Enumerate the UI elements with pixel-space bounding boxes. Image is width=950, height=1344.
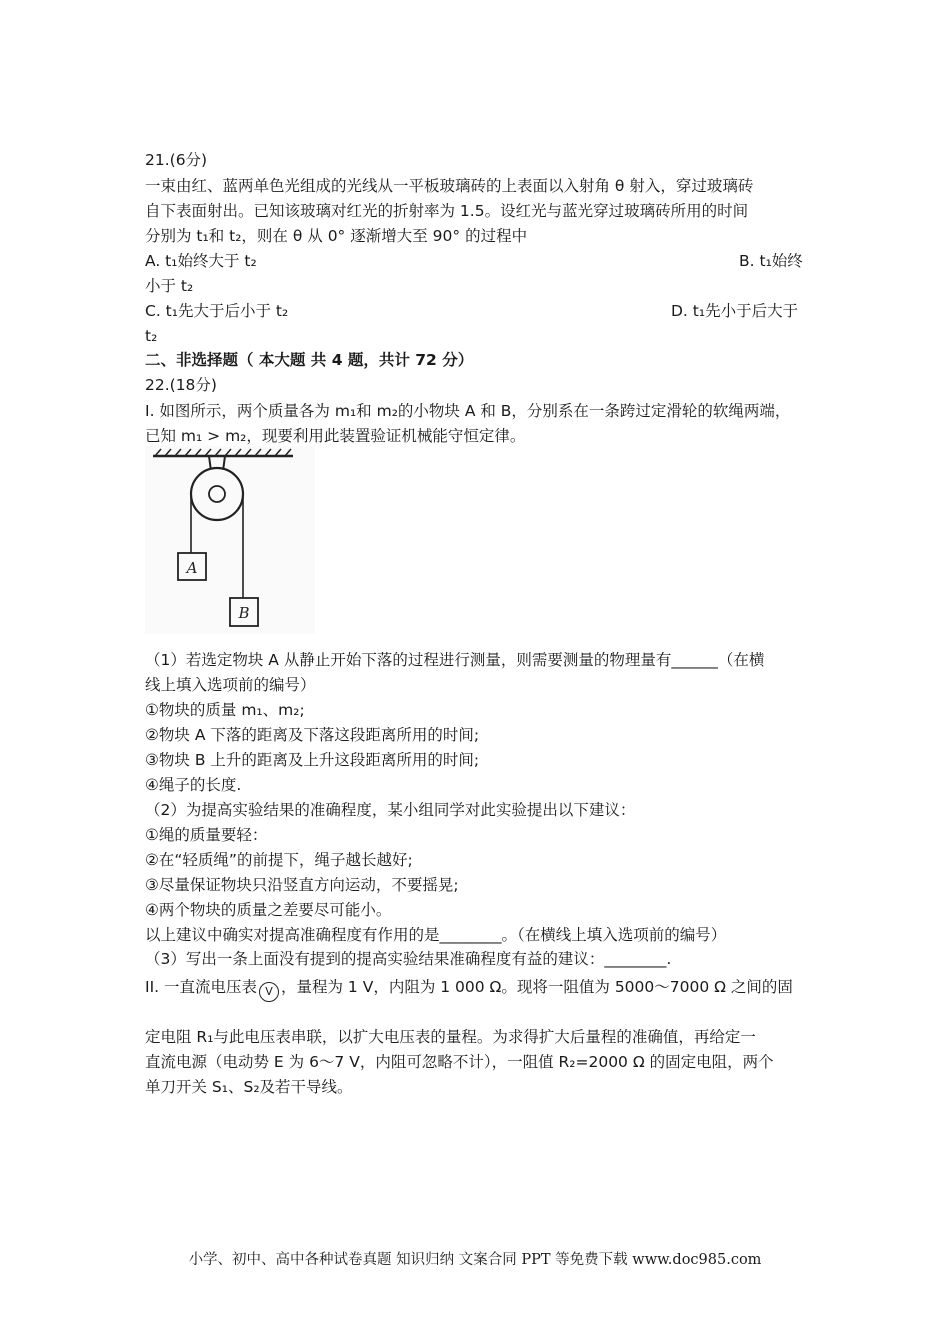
q22-part-ii-line2: 定电阻 R₁与此电压表串联，以扩大电压表的量程。为求得扩大后量程的准确值，再给定一 — [145, 1028, 756, 1046]
q21-option-c: C. t₁先大于后小于 t₂ — [145, 302, 289, 320]
q22-part3: （3）写出一条上面没有提到的提高实验结果准确程度有益的建议：________. — [145, 950, 672, 968]
q22-part2-line1: （2）为提高实验结果的准确程度，某小组同学对此实验提出以下建议： — [145, 801, 636, 819]
q22-part2-answer: 以上建议中确实对提高准确程度有作用的是________。（在横线上填入选项前的编号） — [145, 926, 727, 944]
q22-part-ii-line3: 直流电源（电动势 E 为 6～7 V，内阻可忽略不计），一阻值 R₂=2000 Ω 的固定电阻，两个 — [145, 1053, 774, 1071]
block-a-label: A — [186, 559, 198, 577]
q21-option-d-cont: t₂ — [145, 327, 158, 345]
q22-header: 22.(18分) — [145, 376, 217, 394]
q21-text-line1: 一束由红、蓝两单色光组成的光线从一平板玻璃砖的上表面以入射角 θ 射入，穿过玻璃砖 — [145, 177, 754, 195]
q21-option-d: D. t₁先小于后大于 — [671, 302, 799, 320]
q22-part-ii-line4: 单刀开关 S₁、S₂及若干导线。 — [145, 1078, 353, 1096]
q22-part1-item: ③物块 B 上升的距离及上升这段距离所用的时间; — [145, 751, 480, 769]
block-b-label: B — [238, 604, 250, 622]
q22-part1-item: ②物块 A 下落的距离及下落这段距离所用的时间; — [145, 726, 480, 744]
q22-part2-item: ②在“轻质绳”的前提下，绳子越长越好; — [145, 851, 413, 869]
q22-intro-line1: I. 如图所示，两个质量各为 m₁和 m₂的小物块 A 和 B，分别系在一条跨过定滑轮的软绳两端， — [145, 402, 791, 420]
q21-option-b-cont: 小于 t₂ — [145, 277, 194, 295]
q21-option-b: B. t₁始终 — [739, 252, 803, 270]
pulley-diagram — [145, 446, 315, 634]
q22-part2-item: ④两个物块的质量之差要尽可能小。 — [145, 901, 392, 919]
pulley-wheel — [191, 468, 243, 520]
part-ii-text-before: II. 一直流电压表 — [145, 978, 257, 996]
pulley-figure — [145, 446, 315, 634]
q22-part1-item: ①物块的质量 m₁、m₂; — [145, 701, 305, 719]
q22-intro-line2: 已知 m₁ > m₂，现要利用此装置验证机械能守恒定律。 — [145, 427, 526, 445]
part-ii-text-after: ，量程为 1 V，内阻为 1 000 Ω。现将一阻值为 5000～7000 Ω 之间的固 — [281, 978, 793, 996]
q22-part-ii-line1 — [145, 977, 793, 1002]
footer-watermark: 小学、初中、高中各种试卷真题 知识归纳 文案合同 PPT 等免费下载 www.doc985.com — [188, 1252, 762, 1268]
section-heading: 二、非选择题（ 本大题 共 4 题，共计 72 分） — [145, 351, 474, 369]
q21-header: 21.(6分) — [145, 151, 208, 169]
q21-text-line3: 分别为 t₁和 t₂，则在 θ 从 0° 逐渐增大至 90° 的过程中 — [145, 227, 528, 245]
q21-text-line2: 自下表面射出。已知该玻璃对红光的折射率为 1.5。设红光与蓝光穿过玻璃砖所用的时间 — [145, 202, 749, 220]
q22-part2-item: ③尽量保证物块只沿竖直方向运动，不要摇晃; — [145, 876, 459, 894]
voltmeter-icon: V — [259, 982, 279, 1002]
q22-part1-item: ④绳子的长度. — [145, 776, 242, 794]
q22-part1-line1: （1）若选定物块 A 从静止开始下落的过程进行测量，则需要测量的物理量有______（在横 — [145, 651, 765, 669]
q21-option-a: A. t₁始终大于 t₂ — [145, 252, 257, 270]
q22-part2-item: ①绳的质量要轻： — [145, 826, 268, 844]
q22-part1-line2: 线上填入选项前的编号） — [145, 676, 316, 694]
